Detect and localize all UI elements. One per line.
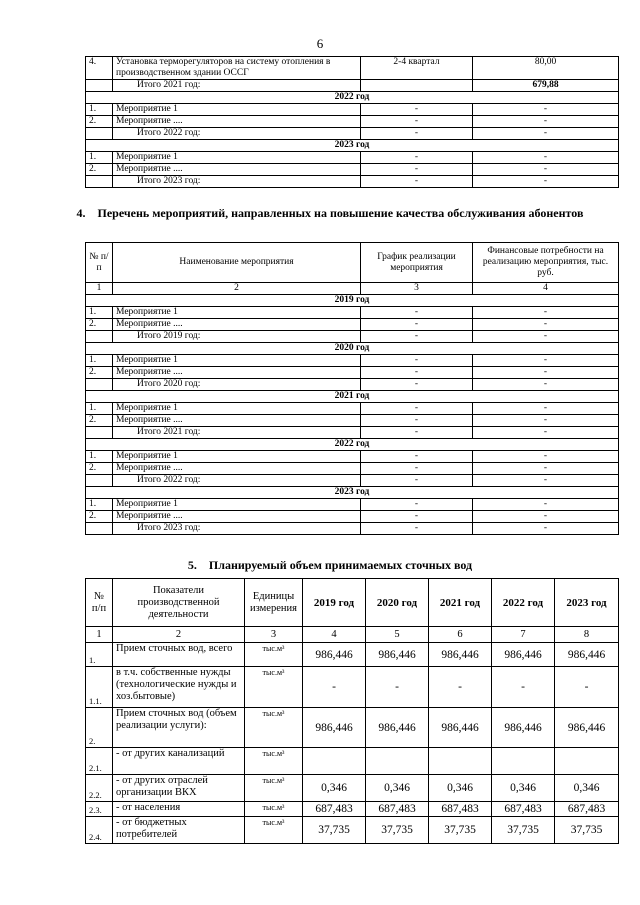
amount-cell: - (473, 307, 619, 319)
col-number: 4 (303, 627, 366, 643)
value-cell: - (555, 667, 619, 708)
indicator-name: - от других отраслей организации ВКХ (113, 775, 245, 802)
table-row (86, 104, 619, 116)
indicator-name: в т.ч. собственные нужды (технологические нужды и хоз.бытовые) (113, 667, 245, 708)
unit-cell: тыс.м³ (245, 802, 303, 817)
row-number: 2. (86, 116, 113, 128)
value-cell: 0,346 (555, 775, 619, 802)
activity-name: Установка терморегуляторов на систему отопления в производственном здании ОССГ (113, 57, 361, 80)
value-cell: 986,446 (555, 643, 619, 667)
year-row (86, 439, 619, 451)
value-cell: 37,735 (555, 817, 619, 844)
row-number: 2. (86, 319, 113, 331)
row-number: 1. (86, 499, 113, 511)
amount-cell: - (473, 415, 619, 427)
row-number: 1. (86, 643, 113, 667)
value-cell: 0,346 (429, 775, 492, 802)
year-row (86, 140, 619, 152)
amount-cell: - (473, 379, 619, 391)
value-cell (429, 748, 492, 775)
table-row (86, 152, 619, 164)
year-row (86, 487, 619, 499)
row-number: 2. (86, 415, 113, 427)
value-cell: 986,446 (429, 643, 492, 667)
row-number: 4. (86, 57, 113, 80)
schedule-cell: - (361, 511, 473, 523)
amount-cell: - (473, 128, 619, 140)
table-row (86, 802, 619, 817)
header-year: 2019 год (303, 579, 366, 627)
activity-name: Мероприятие .... (113, 367, 361, 379)
section-4-heading (60, 206, 600, 220)
amount-cell: - (473, 427, 619, 439)
row-number: 1. (86, 451, 113, 463)
col-number: 2 (113, 627, 245, 643)
schedule-cell: - (361, 403, 473, 415)
row-number: 1.1. (86, 667, 113, 708)
indicator-name: - от бюджетных потребителей (113, 817, 245, 844)
table-row (86, 511, 619, 523)
col-number: 8 (555, 627, 619, 643)
total-label: Итого 2023 год: (113, 523, 361, 535)
row-number: 2. (86, 463, 113, 475)
indicator-name: Прием сточных вод (объем реализации услуги): (113, 708, 245, 748)
header-unit: Единицы измерения (245, 579, 303, 627)
activity-name: Мероприятие .... (113, 164, 361, 176)
header-year: 2020 год (366, 579, 429, 627)
amount-cell: - (473, 152, 619, 164)
value-cell: 687,483 (429, 802, 492, 817)
table-row (86, 164, 619, 176)
header-name: Наименование мероприятия (113, 243, 361, 283)
header-num: № п/п (86, 579, 113, 627)
header-year: 2021 год (429, 579, 492, 627)
value-cell: 986,446 (366, 643, 429, 667)
year-heading: 2019 год (86, 295, 619, 307)
page-number: 6 (316, 36, 324, 51)
amount-cell: - (473, 499, 619, 511)
row-number: 1. (86, 307, 113, 319)
value-cell: 0,346 (366, 775, 429, 802)
value-cell: 37,735 (303, 817, 366, 844)
table-row (86, 499, 619, 511)
value-cell: 0,346 (303, 775, 366, 802)
value-cell: 986,446 (492, 643, 555, 667)
amount-cell: - (473, 176, 619, 188)
activities-table-continuation (85, 56, 619, 188)
schedule-cell: - (361, 128, 473, 140)
activity-name: Мероприятие .... (113, 415, 361, 427)
section-title: Планируемый объем принимаемых сточных вод (208, 558, 473, 572)
amount-cell: - (473, 367, 619, 379)
unit-cell: тыс.м³ (245, 817, 303, 844)
header-year: 2022 год (492, 579, 555, 627)
row-number: 1. (86, 104, 113, 116)
table-row (86, 367, 619, 379)
total-label: Итого 2022 год: (113, 128, 361, 140)
table-row (86, 817, 619, 844)
value-cell: - (429, 667, 492, 708)
table-row (86, 355, 619, 367)
col-number: 2 (113, 283, 361, 295)
row-number: 2.2. (86, 775, 113, 802)
total-label: Итого 2023 год: (113, 176, 361, 188)
table-row (86, 80, 619, 92)
col-number: 4 (473, 283, 619, 295)
amount-cell: 80,00 (473, 57, 619, 80)
table-row (86, 475, 619, 487)
header-indicator: Показатели производственной деятельности (113, 579, 245, 627)
schedule-cell: - (361, 319, 473, 331)
indicator-name: Прием сточных вод, всего (113, 643, 245, 667)
row-number: 1. (86, 152, 113, 164)
col-number: 6 (429, 627, 492, 643)
table-row (86, 523, 619, 535)
schedule-cell: - (361, 176, 473, 188)
header-row (86, 579, 619, 627)
table-row (86, 463, 619, 475)
row-number: 1. (86, 355, 113, 367)
year-heading: 2023 год (86, 140, 619, 152)
table-row (86, 319, 619, 331)
year-heading: 2023 год (86, 487, 619, 499)
amount-cell: - (473, 475, 619, 487)
year-row (86, 343, 619, 355)
col-number: 5 (366, 627, 429, 643)
col-number: 1 (86, 627, 113, 643)
unit-cell: тыс.м³ (245, 775, 303, 802)
header-schedule: График реализации мероприятия (361, 243, 473, 283)
row-number: 2. (86, 164, 113, 176)
amount-cell: - (473, 451, 619, 463)
amount-cell: - (473, 463, 619, 475)
activity-name: Мероприятие .... (113, 319, 361, 331)
unit-cell: тыс.м³ (245, 667, 303, 708)
column-numbers-row (86, 283, 619, 295)
value-cell: 687,483 (303, 802, 366, 817)
activity-name: Мероприятие 1 (113, 307, 361, 319)
schedule-cell: - (361, 379, 473, 391)
amount-cell: - (473, 403, 619, 415)
schedule-cell: - (361, 463, 473, 475)
activity-name: Мероприятие 1 (113, 104, 361, 116)
schedule-cell: - (361, 475, 473, 487)
value-cell: - (366, 667, 429, 708)
value-cell: 986,446 (303, 708, 366, 748)
value-cell (303, 748, 366, 775)
schedule-cell: - (361, 307, 473, 319)
value-cell: 37,735 (429, 817, 492, 844)
activity-name: Мероприятие 1 (113, 499, 361, 511)
schedule-cell: - (361, 152, 473, 164)
table-row (86, 451, 619, 463)
row-number: 2. (86, 708, 113, 748)
volume-rows (86, 643, 619, 844)
value-cell: 687,483 (492, 802, 555, 817)
header-row (86, 243, 619, 283)
indicator-name: - от населения (113, 802, 245, 817)
table-row (86, 775, 619, 802)
year-heading: 2022 год (86, 439, 619, 451)
table-row (86, 748, 619, 775)
year-row (86, 391, 619, 403)
col-number: 3 (245, 627, 303, 643)
year-groups (86, 295, 619, 535)
header-year: 2023 год (555, 579, 619, 627)
row-number: 2. (86, 367, 113, 379)
value-cell: 37,735 (366, 817, 429, 844)
col-number: 1 (86, 283, 113, 295)
section-number: 5. (187, 558, 197, 572)
activity-name: Мероприятие 1 (113, 403, 361, 415)
indicator-name: - от других канализаций (113, 748, 245, 775)
value-cell: 986,446 (366, 708, 429, 748)
table-row (86, 427, 619, 439)
activity-name: Мероприятие .... (113, 116, 361, 128)
amount-cell: - (473, 116, 619, 128)
schedule-cell: - (361, 104, 473, 116)
value-cell (555, 748, 619, 775)
unit-cell: тыс.м³ (245, 643, 303, 667)
year-row (86, 295, 619, 307)
table-row (86, 403, 619, 415)
value-cell: - (492, 667, 555, 708)
table-row (86, 379, 619, 391)
quality-activities-table (85, 242, 619, 535)
table-row (86, 708, 619, 748)
section-number: 4. (76, 206, 86, 220)
amount-cell: - (473, 319, 619, 331)
value-cell: - (303, 667, 366, 708)
activity-name: Мероприятие .... (113, 463, 361, 475)
schedule-cell: - (361, 367, 473, 379)
total-label: Итого 2021 год: (113, 80, 361, 92)
row-number: 2.1. (86, 748, 113, 775)
amount-cell: - (473, 104, 619, 116)
year-heading: 2022 год (86, 92, 619, 104)
schedule-cell: - (361, 116, 473, 128)
wastewater-volume-table (85, 578, 619, 844)
amount-cell: - (473, 523, 619, 535)
schedule-cell: - (361, 164, 473, 176)
value-cell (366, 748, 429, 775)
value-cell: 986,446 (555, 708, 619, 748)
schedule-cell: - (361, 415, 473, 427)
schedule-cell: - (361, 427, 473, 439)
amount-cell: - (473, 511, 619, 523)
activity-name: Мероприятие .... (113, 511, 361, 523)
value-cell: 687,483 (366, 802, 429, 817)
column-numbers-row (86, 627, 619, 643)
row-number: 2.4. (86, 817, 113, 844)
value-cell: 687,483 (555, 802, 619, 817)
activity-name: Мероприятие 1 (113, 355, 361, 367)
total-label: Итого 2019 год: (113, 331, 361, 343)
unit-cell: тыс.м³ (245, 748, 303, 775)
section-5-heading (60, 558, 600, 572)
value-cell: 37,735 (492, 817, 555, 844)
activity-name: Мероприятие 1 (113, 451, 361, 463)
row-number: 2. (86, 511, 113, 523)
table-row (86, 176, 619, 188)
table-row (86, 307, 619, 319)
table-row (86, 128, 619, 140)
table-row (86, 643, 619, 667)
header-finance: Финансовые потребности на реализацию мероприятия, тыс. руб. (473, 243, 619, 283)
value-cell: 986,446 (429, 708, 492, 748)
amount-cell: - (473, 164, 619, 176)
value-cell: 986,446 (303, 643, 366, 667)
table-row (86, 667, 619, 708)
table-row (86, 415, 619, 427)
col-number: 3 (361, 283, 473, 295)
row-number: 1. (86, 403, 113, 415)
amount-cell: - (473, 331, 619, 343)
amount-cell: - (473, 355, 619, 367)
value-cell (492, 748, 555, 775)
value-cell: 0,346 (492, 775, 555, 802)
header-num: № п/п (86, 243, 113, 283)
col-number: 7 (492, 627, 555, 643)
row-number: 2.3. (86, 802, 113, 817)
total-label: Итого 2021 год: (113, 427, 361, 439)
total-label: Итого 2022 год: (113, 475, 361, 487)
section-title: Перечень мероприятий, направленных на повышение качества обслуживания абонентов (97, 206, 584, 220)
total-label: Итого 2020 год: (113, 379, 361, 391)
total-amount: 679,88 (473, 80, 619, 92)
table-row (86, 57, 619, 80)
unit-cell: тыс.м³ (245, 708, 303, 748)
schedule-cell: - (361, 523, 473, 535)
schedule-cell: 2-4 квартал (361, 57, 473, 80)
value-cell: 986,446 (492, 708, 555, 748)
activity-name: Мероприятие 1 (113, 152, 361, 164)
schedule-cell: - (361, 499, 473, 511)
schedule-cell: - (361, 355, 473, 367)
year-row (86, 92, 619, 104)
year-heading: 2021 год (86, 391, 619, 403)
schedule-cell: - (361, 331, 473, 343)
schedule-cell: - (361, 451, 473, 463)
table-row (86, 116, 619, 128)
table-row (86, 331, 619, 343)
year-heading: 2020 год (86, 343, 619, 355)
